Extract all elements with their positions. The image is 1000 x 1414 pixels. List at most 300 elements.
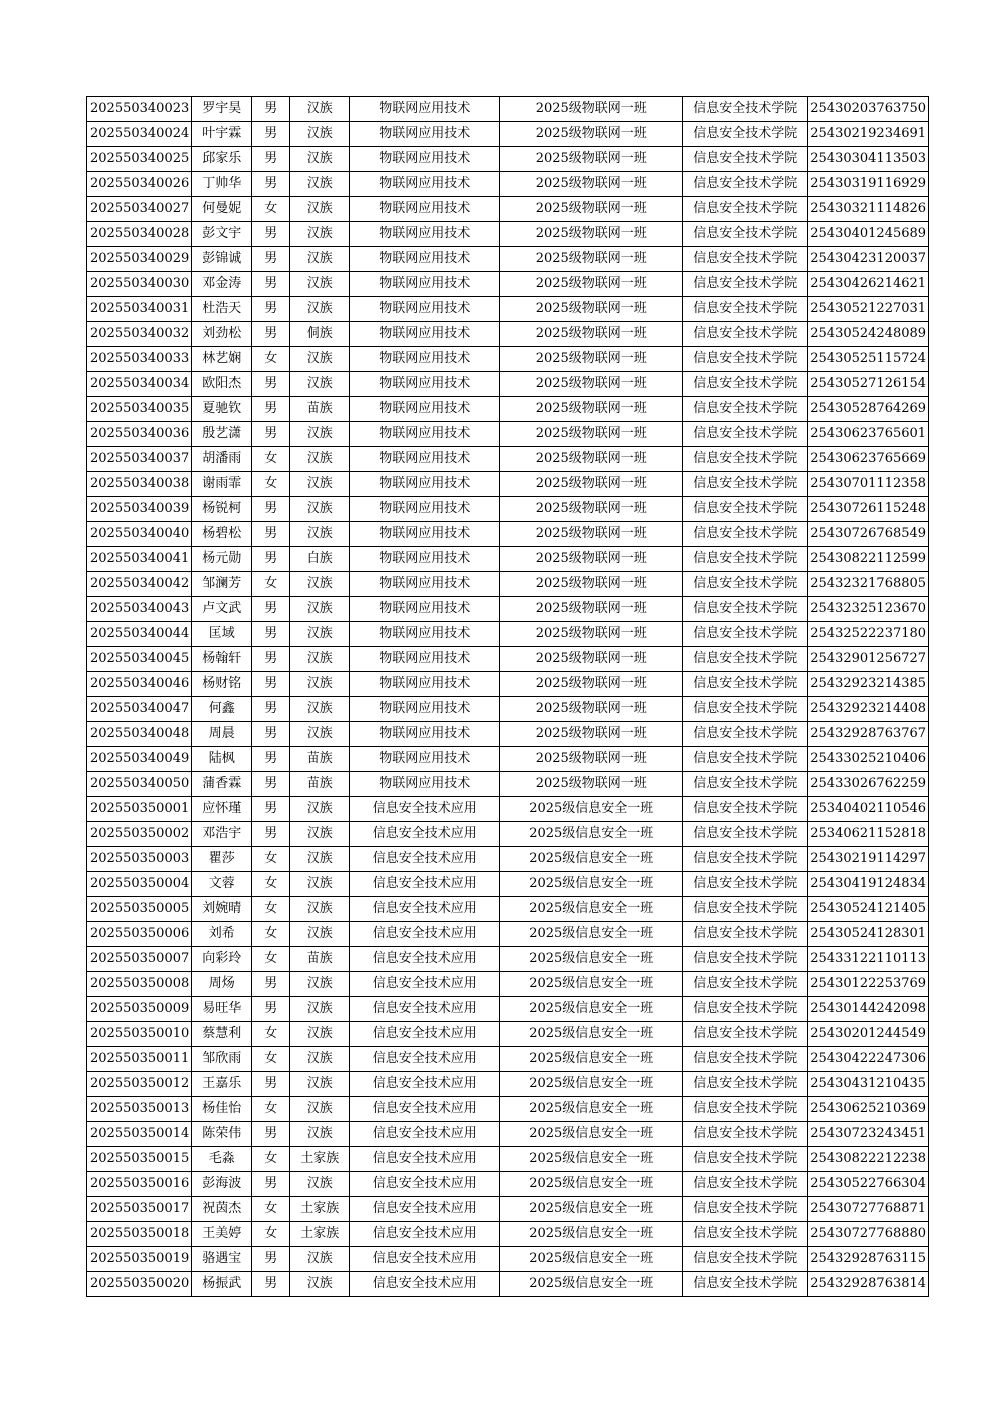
name-cell: 胡潘雨 [192,447,252,472]
college-cell: 信息安全技术学院 [683,872,808,897]
table-row [87,297,929,322]
student-id-cell: 202550340036 [87,422,192,447]
exam-number-cell: 25432522237180 [808,622,929,647]
table-row [87,947,929,972]
table-row [87,1072,929,1097]
student-id-cell: 202550340026 [87,172,192,197]
name-cell: 王美婷 [192,1222,252,1247]
ethnicity-cell: 汉族 [290,797,350,822]
table-row [87,597,929,622]
ethnicity-cell: 苗族 [290,772,350,797]
exam-number-cell: 25430321114826 [808,197,929,222]
class-cell: 2025级物联网一班 [500,222,683,247]
college-cell: 信息安全技术学院 [683,97,808,122]
student-id-cell: 202550340034 [87,372,192,397]
exam-number-cell: 25430727768880 [808,1222,929,1247]
name-cell: 匡域 [192,622,252,647]
exam-number-cell: 25430304113503 [808,147,929,172]
class-cell: 2025级信息安全一班 [500,1147,683,1172]
gender-cell: 女 [252,1022,290,1047]
class-cell: 2025级物联网一班 [500,122,683,147]
table-row [87,872,929,897]
major-cell: 信息安全技术应用 [350,822,500,847]
gender-cell: 男 [252,522,290,547]
name-cell: 夏驰钦 [192,397,252,422]
ethnicity-cell: 汉族 [290,1122,350,1147]
class-cell: 2025级信息安全一班 [500,1072,683,1097]
exam-number-cell: 25432923214385 [808,672,929,697]
gender-cell: 男 [252,1072,290,1097]
major-cell: 信息安全技术应用 [350,1022,500,1047]
student-id-cell: 202550340024 [87,122,192,147]
table-row [87,1097,929,1122]
table-row [87,847,929,872]
class-cell: 2025级物联网一班 [500,272,683,297]
student-id-cell: 202550340038 [87,472,192,497]
class-cell: 2025级物联网一班 [500,747,683,772]
ethnicity-cell: 汉族 [290,472,350,497]
major-cell: 物联网应用技术 [350,672,500,697]
major-cell: 物联网应用技术 [350,497,500,522]
ethnicity-cell: 汉族 [290,597,350,622]
class-cell: 2025级信息安全一班 [500,872,683,897]
major-cell: 信息安全技术应用 [350,1247,500,1272]
gender-cell: 男 [252,497,290,522]
ethnicity-cell: 土家族 [290,1147,350,1172]
table-row [87,372,929,397]
student-id-cell: 202550340031 [87,297,192,322]
student-id-cell: 202550340041 [87,547,192,572]
college-cell: 信息安全技术学院 [683,1097,808,1122]
exam-number-cell: 25430524121405 [808,897,929,922]
student-id-cell: 202550350015 [87,1147,192,1172]
college-cell: 信息安全技术学院 [683,497,808,522]
name-cell: 邱家乐 [192,147,252,172]
name-cell: 易旺华 [192,997,252,1022]
class-cell: 2025级物联网一班 [500,347,683,372]
major-cell: 物联网应用技术 [350,122,500,147]
name-cell: 瞿莎 [192,847,252,872]
gender-cell: 女 [252,1047,290,1072]
name-cell: 刘婉晴 [192,897,252,922]
ethnicity-cell: 汉族 [290,647,350,672]
college-cell: 信息安全技术学院 [683,1047,808,1072]
college-cell: 信息安全技术学院 [683,972,808,997]
class-cell: 2025级物联网一班 [500,672,683,697]
exam-number-cell: 25430726768549 [808,522,929,547]
class-cell: 2025级物联网一班 [500,172,683,197]
gender-cell: 男 [252,547,290,572]
table-row [87,272,929,297]
college-cell: 信息安全技术学院 [683,272,808,297]
class-cell: 2025级信息安全一班 [500,972,683,997]
college-cell: 信息安全技术学院 [683,922,808,947]
major-cell: 物联网应用技术 [350,197,500,222]
class-cell: 2025级信息安全一班 [500,947,683,972]
table-row [87,547,929,572]
name-cell: 杨锐柯 [192,497,252,522]
name-cell: 刘劲松 [192,322,252,347]
college-cell: 信息安全技术学院 [683,422,808,447]
class-cell: 2025级物联网一班 [500,397,683,422]
college-cell: 信息安全技术学院 [683,1147,808,1172]
class-cell: 2025级物联网一班 [500,622,683,647]
student-id-cell: 202550350014 [87,1122,192,1147]
student-id-cell: 202550340044 [87,622,192,647]
student-id-cell: 202550350006 [87,922,192,947]
table-row [87,472,929,497]
gender-cell: 女 [252,847,290,872]
class-cell: 2025级物联网一班 [500,322,683,347]
gender-cell: 男 [252,147,290,172]
college-cell: 信息安全技术学院 [683,1247,808,1272]
major-cell: 信息安全技术应用 [350,847,500,872]
major-cell: 信息安全技术应用 [350,1172,500,1197]
college-cell: 信息安全技术学院 [683,847,808,872]
name-cell: 邹欣雨 [192,1047,252,1072]
table-row [87,422,929,447]
student-id-cell: 202550340030 [87,272,192,297]
exam-number-cell: 25432901256727 [808,647,929,672]
table-row [87,822,929,847]
college-cell: 信息安全技术学院 [683,222,808,247]
college-cell: 信息安全技术学院 [683,597,808,622]
ethnicity-cell: 汉族 [290,422,350,447]
name-cell: 何鑫 [192,697,252,722]
name-cell: 何曼妮 [192,197,252,222]
exam-number-cell: 25432928763115 [808,1247,929,1272]
college-cell: 信息安全技术学院 [683,797,808,822]
exam-number-cell: 25432321768805 [808,572,929,597]
exam-number-cell: 25430201244549 [808,1022,929,1047]
class-cell: 2025级信息安全一班 [500,1197,683,1222]
table-row [87,797,929,822]
class-cell: 2025级物联网一班 [500,697,683,722]
ethnicity-cell: 汉族 [290,297,350,322]
college-cell: 信息安全技术学院 [683,297,808,322]
college-cell: 信息安全技术学院 [683,772,808,797]
table-row [87,1172,929,1197]
ethnicity-cell: 汉族 [290,222,350,247]
college-cell: 信息安全技术学院 [683,622,808,647]
student-id-cell: 202550340027 [87,197,192,222]
table-row [87,197,929,222]
name-cell: 蔡慧利 [192,1022,252,1047]
college-cell: 信息安全技术学院 [683,1197,808,1222]
ethnicity-cell: 苗族 [290,747,350,772]
ethnicity-cell: 白族 [290,547,350,572]
name-cell: 彭海波 [192,1172,252,1197]
exam-number-cell: 25430822112599 [808,547,929,572]
gender-cell: 男 [252,722,290,747]
table-row [87,722,929,747]
ethnicity-cell: 汉族 [290,1097,350,1122]
student-id-cell: 202550350010 [87,1022,192,1047]
class-cell: 2025级物联网一班 [500,147,683,172]
student-id-cell: 202550340043 [87,597,192,622]
exam-number-cell: 25430122253769 [808,972,929,997]
major-cell: 信息安全技术应用 [350,997,500,1022]
gender-cell: 男 [252,122,290,147]
table-row [87,447,929,472]
name-cell: 王嘉乐 [192,1072,252,1097]
name-cell: 骆遇宝 [192,1247,252,1272]
student-id-cell: 202550340037 [87,447,192,472]
class-cell: 2025级信息安全一班 [500,1222,683,1247]
table-row [87,1122,929,1147]
gender-cell: 男 [252,672,290,697]
name-cell: 邓浩宇 [192,822,252,847]
student-id-cell: 202550350002 [87,822,192,847]
exam-number-cell: 25340402110546 [808,797,929,822]
roster-body [87,97,929,1297]
name-cell: 文蓉 [192,872,252,897]
exam-number-cell: 25430426214621 [808,272,929,297]
gender-cell: 女 [252,1147,290,1172]
name-cell: 彭文宇 [192,222,252,247]
gender-cell: 女 [252,1222,290,1247]
student-id-cell: 202550350004 [87,872,192,897]
college-cell: 信息安全技术学院 [683,947,808,972]
ethnicity-cell: 汉族 [290,922,350,947]
major-cell: 物联网应用技术 [350,322,500,347]
table-row [87,397,929,422]
gender-cell: 女 [252,472,290,497]
name-cell: 应怀瑾 [192,797,252,822]
student-id-cell: 202550350017 [87,1197,192,1222]
college-cell: 信息安全技术学院 [683,747,808,772]
class-cell: 2025级信息安全一班 [500,1247,683,1272]
major-cell: 信息安全技术应用 [350,972,500,997]
gender-cell: 男 [252,247,290,272]
ethnicity-cell: 汉族 [290,1047,350,1072]
table-row [87,222,929,247]
exam-number-cell: 25433122110113 [808,947,929,972]
class-cell: 2025级物联网一班 [500,497,683,522]
name-cell: 杨财铭 [192,672,252,697]
table-row [87,1272,929,1297]
student-id-cell: 202550340029 [87,247,192,272]
college-cell: 信息安全技术学院 [683,347,808,372]
college-cell: 信息安全技术学院 [683,472,808,497]
gender-cell: 男 [252,322,290,347]
exam-number-cell: 25430524248089 [808,322,929,347]
college-cell: 信息安全技术学院 [683,197,808,222]
exam-number-cell: 25430219234691 [808,122,929,147]
exam-number-cell: 25430524128301 [808,922,929,947]
ethnicity-cell: 汉族 [290,997,350,1022]
table-row [87,922,929,947]
ethnicity-cell: 汉族 [290,1022,350,1047]
name-cell: 卢文武 [192,597,252,622]
college-cell: 信息安全技术学院 [683,147,808,172]
ethnicity-cell: 汉族 [290,697,350,722]
ethnicity-cell: 汉族 [290,372,350,397]
college-cell: 信息安全技术学院 [683,1122,808,1147]
major-cell: 物联网应用技术 [350,297,500,322]
exam-number-cell: 25430423120037 [808,247,929,272]
major-cell: 物联网应用技术 [350,697,500,722]
major-cell: 信息安全技术应用 [350,1147,500,1172]
exam-number-cell: 25430726115248 [808,497,929,522]
student-id-cell: 202550350011 [87,1047,192,1072]
major-cell: 物联网应用技术 [350,772,500,797]
major-cell: 物联网应用技术 [350,147,500,172]
class-cell: 2025级物联网一班 [500,422,683,447]
class-cell: 2025级物联网一班 [500,597,683,622]
exam-number-cell: 25430521227031 [808,297,929,322]
exam-number-cell: 25430319116929 [808,172,929,197]
table-row [87,1222,929,1247]
table-row [87,522,929,547]
major-cell: 物联网应用技术 [350,447,500,472]
ethnicity-cell: 汉族 [290,897,350,922]
gender-cell: 男 [252,297,290,322]
major-cell: 信息安全技术应用 [350,797,500,822]
student-roster-table [86,96,929,1297]
table-row [87,622,929,647]
table-row [87,247,929,272]
gender-cell: 女 [252,572,290,597]
name-cell: 杨元勋 [192,547,252,572]
student-id-cell: 202550340042 [87,572,192,597]
student-id-cell: 202550340033 [87,347,192,372]
table-row [87,147,929,172]
college-cell: 信息安全技术学院 [683,1072,808,1097]
college-cell: 信息安全技术学院 [683,172,808,197]
gender-cell: 男 [252,597,290,622]
college-cell: 信息安全技术学院 [683,897,808,922]
ethnicity-cell: 汉族 [290,822,350,847]
student-id-cell: 202550340049 [87,747,192,772]
class-cell: 2025级信息安全一班 [500,1047,683,1072]
class-cell: 2025级信息安全一班 [500,847,683,872]
major-cell: 物联网应用技术 [350,97,500,122]
major-cell: 信息安全技术应用 [350,872,500,897]
student-id-cell: 202550340035 [87,397,192,422]
name-cell: 丁帅华 [192,172,252,197]
exam-number-cell: 25432928763814 [808,1272,929,1297]
college-cell: 信息安全技术学院 [683,522,808,547]
table-row [87,997,929,1022]
ethnicity-cell: 汉族 [290,97,350,122]
name-cell: 刘希 [192,922,252,947]
ethnicity-cell: 土家族 [290,1197,350,1222]
ethnicity-cell: 土家族 [290,1222,350,1247]
college-cell: 信息安全技术学院 [683,122,808,147]
student-id-cell: 202550350001 [87,797,192,822]
ethnicity-cell: 汉族 [290,447,350,472]
class-cell: 2025级物联网一班 [500,197,683,222]
name-cell: 陈荣伟 [192,1122,252,1147]
table-row [87,172,929,197]
table-row [87,897,929,922]
gender-cell: 女 [252,347,290,372]
gender-cell: 男 [252,422,290,447]
gender-cell: 男 [252,747,290,772]
name-cell: 祝茵杰 [192,1197,252,1222]
ethnicity-cell: 汉族 [290,847,350,872]
student-id-cell: 202550350018 [87,1222,192,1247]
major-cell: 信息安全技术应用 [350,1197,500,1222]
gender-cell: 男 [252,772,290,797]
college-cell: 信息安全技术学院 [683,1172,808,1197]
exam-number-cell: 25430219114297 [808,847,929,872]
major-cell: 物联网应用技术 [350,172,500,197]
major-cell: 物联网应用技术 [350,647,500,672]
student-id-cell: 202550340025 [87,147,192,172]
ethnicity-cell: 汉族 [290,522,350,547]
student-id-cell: 202550340045 [87,647,192,672]
ethnicity-cell: 苗族 [290,397,350,422]
class-cell: 2025级物联网一班 [500,522,683,547]
ethnicity-cell: 汉族 [290,172,350,197]
student-id-cell: 202550350019 [87,1247,192,1272]
major-cell: 物联网应用技术 [350,272,500,297]
exam-number-cell: 25430727768871 [808,1197,929,1222]
class-cell: 2025级物联网一班 [500,572,683,597]
name-cell: 杜浩天 [192,297,252,322]
table-row [87,1047,929,1072]
ethnicity-cell: 汉族 [290,147,350,172]
name-cell: 周晨 [192,722,252,747]
major-cell: 物联网应用技术 [350,222,500,247]
table-row [87,747,929,772]
student-id-cell: 202550340028 [87,222,192,247]
gender-cell: 女 [252,897,290,922]
student-id-cell: 202550340039 [87,497,192,522]
major-cell: 物联网应用技术 [350,422,500,447]
table-row [87,972,929,997]
major-cell: 物联网应用技术 [350,597,500,622]
major-cell: 信息安全技术应用 [350,922,500,947]
name-cell: 周炀 [192,972,252,997]
college-cell: 信息安全技术学院 [683,722,808,747]
name-cell: 杨振武 [192,1272,252,1297]
major-cell: 信息安全技术应用 [350,1072,500,1097]
class-cell: 2025级物联网一班 [500,472,683,497]
college-cell: 信息安全技术学院 [683,697,808,722]
college-cell: 信息安全技术学院 [683,397,808,422]
exam-number-cell: 25430623765669 [808,447,929,472]
class-cell: 2025级信息安全一班 [500,1022,683,1047]
exam-number-cell: 25430701112358 [808,472,929,497]
name-cell: 谢雨霏 [192,472,252,497]
college-cell: 信息安全技术学院 [683,1272,808,1297]
class-cell: 2025级物联网一班 [500,722,683,747]
major-cell: 信息安全技术应用 [350,1272,500,1297]
major-cell: 物联网应用技术 [350,622,500,647]
name-cell: 陆枫 [192,747,252,772]
exam-number-cell: 25432928763767 [808,722,929,747]
class-cell: 2025级信息安全一班 [500,997,683,1022]
class-cell: 2025级物联网一班 [500,647,683,672]
gender-cell: 女 [252,1097,290,1122]
student-id-cell: 202550350003 [87,847,192,872]
ethnicity-cell: 汉族 [290,1272,350,1297]
gender-cell: 男 [252,272,290,297]
ethnicity-cell: 汉族 [290,622,350,647]
name-cell: 邓金涛 [192,272,252,297]
class-cell: 2025级物联网一班 [500,97,683,122]
gender-cell: 男 [252,797,290,822]
exam-number-cell: 25430144242098 [808,997,929,1022]
college-cell: 信息安全技术学院 [683,1022,808,1047]
college-cell: 信息安全技术学院 [683,997,808,1022]
name-cell: 杨佳怡 [192,1097,252,1122]
college-cell: 信息安全技术学院 [683,672,808,697]
class-cell: 2025级信息安全一班 [500,1172,683,1197]
